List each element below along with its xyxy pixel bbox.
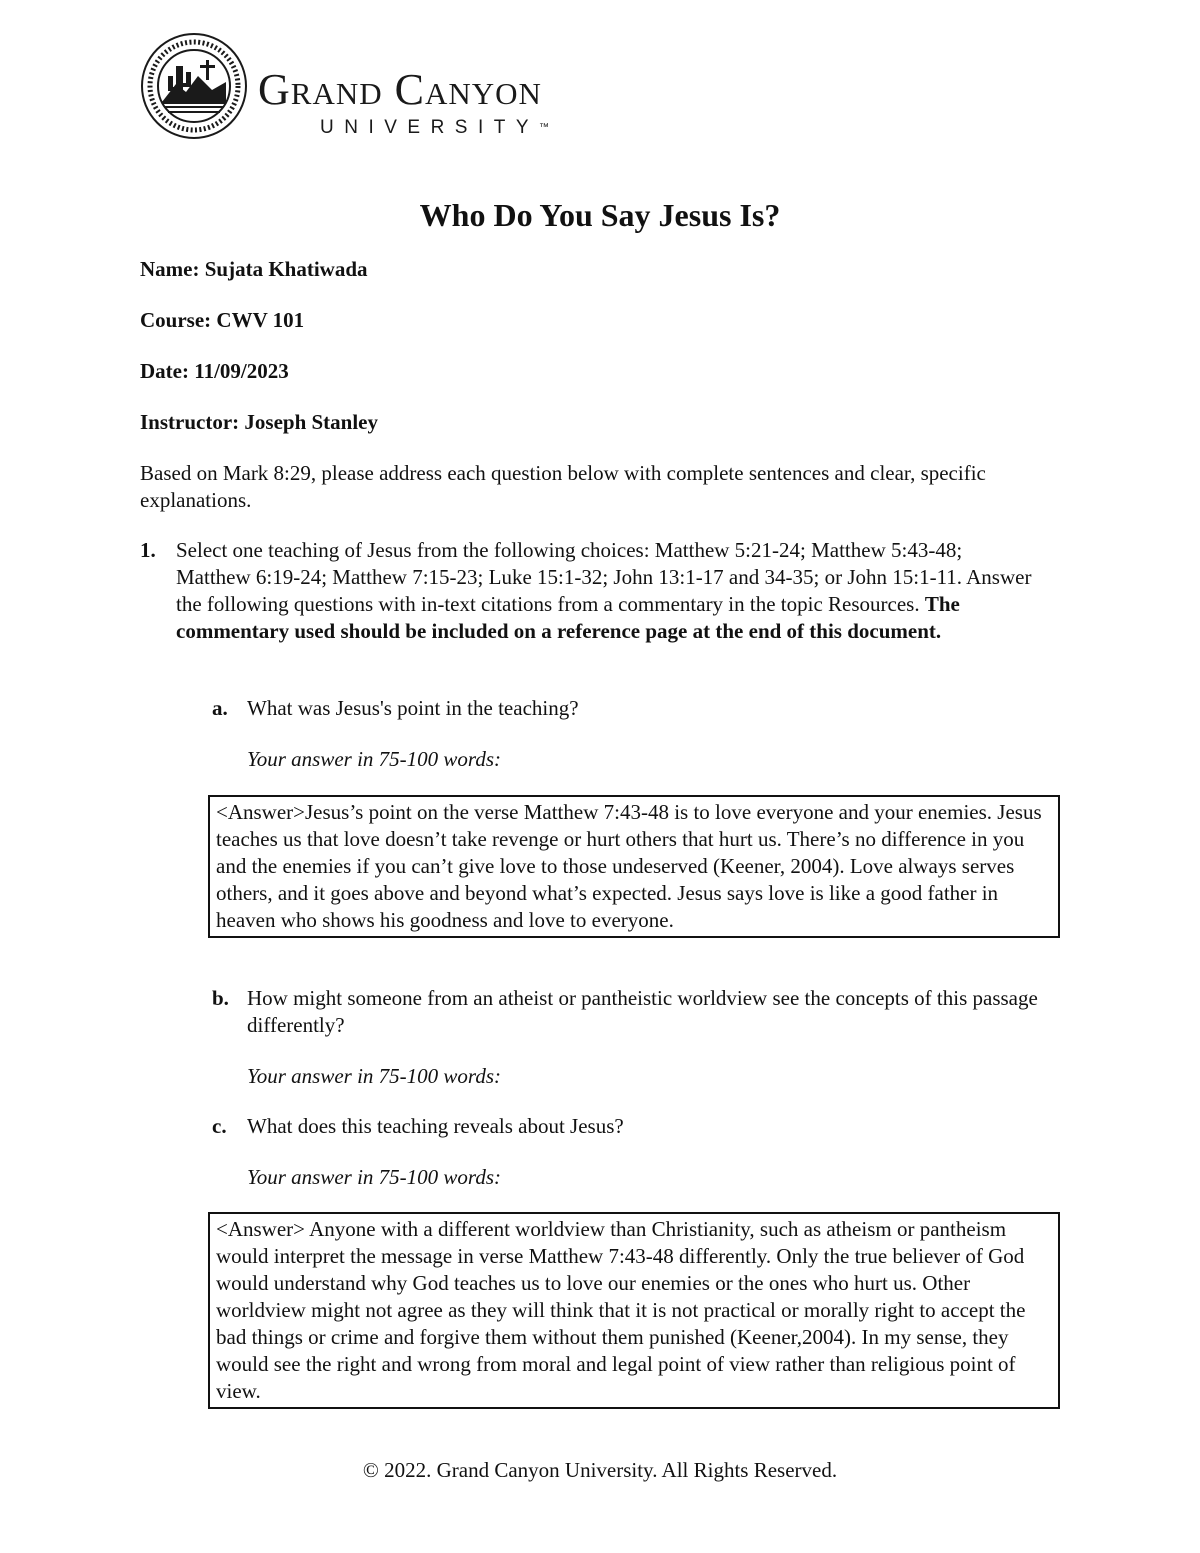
question-1 (140, 537, 1040, 645)
answer-prompt-a: Your answer in 75-100 words: (247, 747, 501, 771)
sub-question-letter: c. (212, 1114, 227, 1138)
university-wordmark (258, 65, 628, 140)
sub-question-c (212, 1113, 1062, 1140)
answer-prompt-b: Your answer in 75-100 words: (247, 1064, 501, 1088)
copyright-footer: © 2022. Grand Canyon University. All Rights Reserved. (362, 1458, 838, 1482)
sub-question-a (212, 695, 1062, 722)
university-seal-icon (140, 32, 248, 140)
wordmark-university: UNIVERSITY™ (320, 117, 550, 138)
sub-question-text: How might someone from an atheist or pantheistic worldview see the concepts of this passage differently? (247, 986, 1038, 1037)
sub-question-text: What was Jesus's point in the teaching? (247, 696, 579, 720)
answer-prompt-c: Your answer in 75-100 words: (247, 1165, 501, 1189)
instructor: Instructor: Joseph Stanley (140, 410, 379, 434)
university-logo (140, 32, 630, 142)
sub-question-text: What does this teaching reveals about Jesus? (247, 1114, 624, 1138)
course: Course: CWV 101 (140, 308, 305, 332)
wordmark-name: Grand Canyon (258, 65, 542, 114)
sub-question-letter: a. (212, 696, 228, 720)
intro-paragraph: Based on Mark 8:29, please address each question below with complete sentences and clear, specific explanations. (140, 461, 986, 512)
answer-box-c: <Answer> Anyone with a different worldview than Christianity, such as atheism or pantheism would interpret the message in verse Matthew 7:43-48 differently. Only the true believer of God would understand why God teaches us to love our enemies or the ones who hurt us. Other worldview might not agree as they will think that it is not practical or morally right to accept the bad things or crime and forgive them without them punished (Keener,2004). In my sense, they would see the right and wrong from moral and legal point of view rather than religious point of view. (208, 1212, 1060, 1409)
question-text: Select one teaching of Jesus from the following choices: Matthew 5:21-24; Matthew 5:43-48; Matthew 6:19-24; Matthew 7:15-23; Luke 15:1-32; John 13:1-17 and 34-35; or John 15:1-11. Answer the following questions with in-text citations from a commentary in the topic Resources. The commentary used should be included on a reference page at the end of this document. (176, 538, 1032, 643)
date: Date: 11/09/2023 (140, 359, 289, 383)
question-bold-note: The commentary used should be included on a reference page at the end of this document. (176, 592, 960, 643)
sub-question-b (212, 985, 1062, 1039)
page-title: Who Do You Say Jesus Is? (419, 197, 781, 233)
student-name: Name: Sujata Khatiwada (140, 257, 368, 281)
question-number: 1. (140, 538, 156, 562)
answer-box-a: <Answer>Jesus’s point on the verse Matthew 7:43-48 is to love everyone and your enemies. Jesus teaches us that love doesn’t take revenge or hurt others that hurt us. There’s no difference in you and the enemies if you can’t give love to those undeserved (Keener, 2004). Love always serves others, and it goes above and beyond what’s expected. Jesus says love is like a good father in heaven who shows his goodness and love to everyone. (208, 795, 1060, 938)
sub-question-letter: b. (212, 986, 229, 1010)
